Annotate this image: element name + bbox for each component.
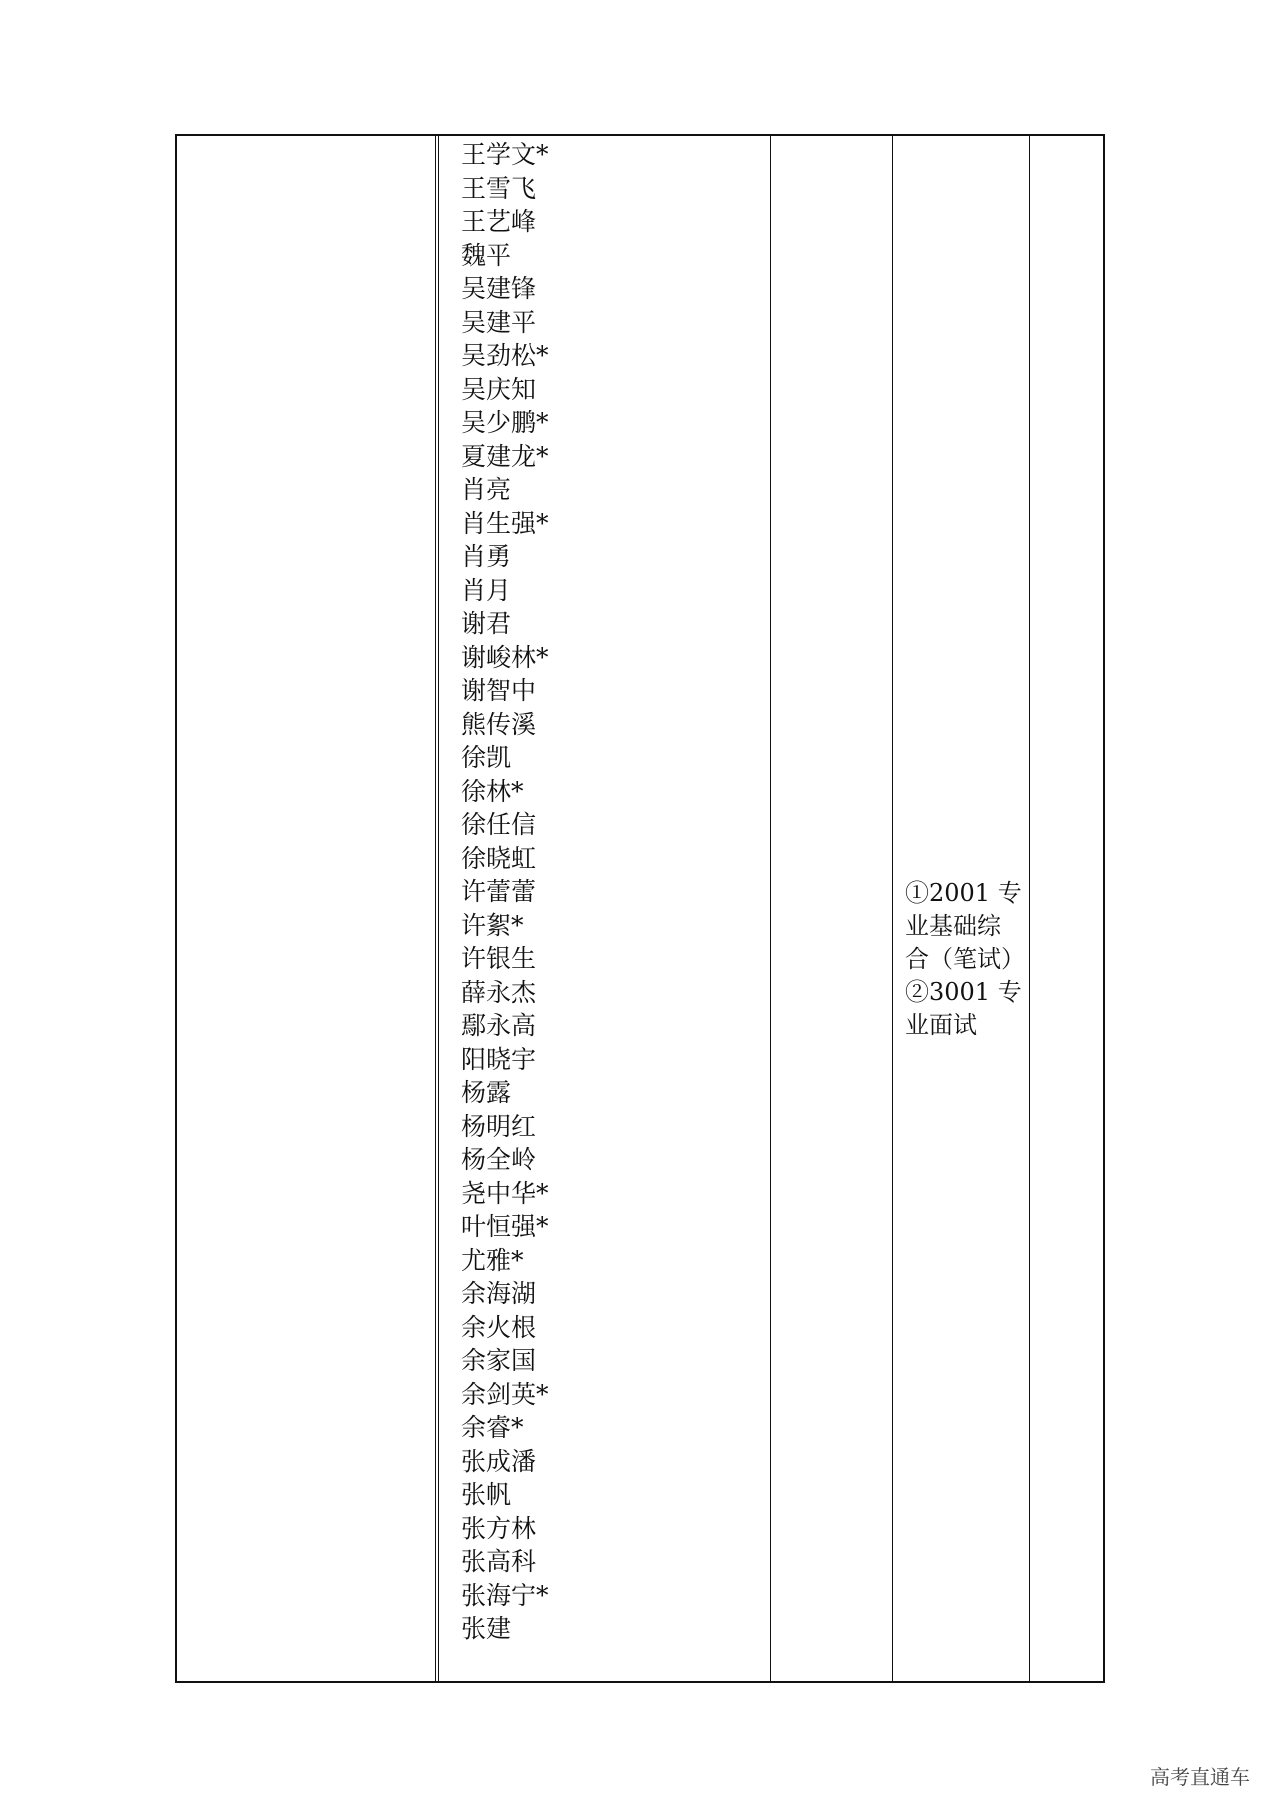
name-list-item: 余海湖: [461, 1279, 537, 1308]
name-list-item: 吴庆知: [461, 374, 537, 404]
name-list-item: 肖勇: [461, 542, 512, 571]
name-list-item: 张高科: [461, 1547, 537, 1576]
name-list-item: 魏平: [461, 240, 512, 270]
name-list-item: 薛永杰: [461, 977, 537, 1007]
name-list-item: 许蕾蕾: [461, 877, 537, 906]
name-list-item: 余家国: [461, 1346, 537, 1375]
name-list-item: 吴少鹏*: [461, 408, 549, 437]
name-list-item: 肖生强*: [461, 508, 549, 538]
name-list-item: 吴建平: [461, 307, 537, 337]
name-list-item: 张帆: [461, 1480, 512, 1509]
name-list-item: 吴劲松*: [461, 341, 549, 370]
name-list-item: 余火根: [461, 1312, 537, 1342]
name-list-item: 王学文*: [461, 140, 549, 169]
exam-subject-line: 业基础综: [905, 912, 1001, 940]
name-list-item: 肖月: [461, 575, 512, 605]
exam-subject-line: ①2001 专: [905, 879, 1022, 907]
exam-subject-line: ②3001 专: [905, 978, 1022, 1006]
exam-subject-line: 合（笔试）: [905, 945, 1025, 973]
name-list-item: 鄢永高: [461, 1011, 537, 1040]
name-list-item: 夏建龙*: [461, 441, 549, 471]
name-list-item: 肖亮: [461, 475, 512, 504]
column-divider: [435, 136, 436, 1681]
name-list-item: 吴建锋: [461, 274, 537, 303]
exam-subjects-cell: [905, 877, 1023, 1042]
name-list-item: 谢君: [461, 609, 512, 638]
name-list-item: 徐晓虹: [461, 843, 537, 873]
name-list-item: 张海宁*: [461, 1580, 549, 1610]
name-list-item: 张建: [461, 1614, 512, 1643]
column-divider: [770, 136, 771, 1681]
name-list-item: 许絮*: [461, 910, 524, 940]
supervisor-name-list: [461, 138, 549, 1646]
exam-subject-line: 业面试: [905, 1011, 977, 1039]
name-list-item: 王雪飞: [461, 173, 537, 203]
column-divider: [1029, 136, 1030, 1681]
name-list-item: 阳晓宇: [461, 1044, 537, 1074]
name-list-item: 叶恒强*: [461, 1212, 549, 1241]
name-list-item: 杨全岭: [461, 1145, 537, 1174]
name-list-item: 张方林: [461, 1513, 537, 1543]
name-list-item: 熊传溪: [461, 709, 537, 739]
column-divider: [892, 136, 893, 1681]
name-list-item: 许银生: [461, 944, 537, 973]
table-frame: [175, 134, 1105, 1683]
name-list-item: 余睿*: [461, 1413, 524, 1442]
name-list-item: 王艺峰: [461, 207, 537, 236]
name-list-item: 尤雅*: [461, 1245, 524, 1275]
name-list-item: 杨露: [461, 1078, 512, 1107]
name-list-item: 徐任信: [461, 810, 537, 839]
name-list-item: 谢智中: [461, 676, 537, 705]
name-list-item: 尧中华*: [461, 1178, 549, 1208]
name-list-item: 余剑英*: [461, 1379, 549, 1409]
name-list-item: 张成潘: [461, 1446, 537, 1476]
name-list-item: 谢峻林*: [461, 642, 549, 672]
name-list-item: 徐林*: [461, 776, 524, 806]
name-list-item: 徐凯: [461, 743, 512, 772]
name-list-item: 杨明红: [461, 1111, 537, 1141]
column-divider: [438, 136, 439, 1681]
watermark-text: 高考直通车: [1150, 1765, 1250, 1789]
